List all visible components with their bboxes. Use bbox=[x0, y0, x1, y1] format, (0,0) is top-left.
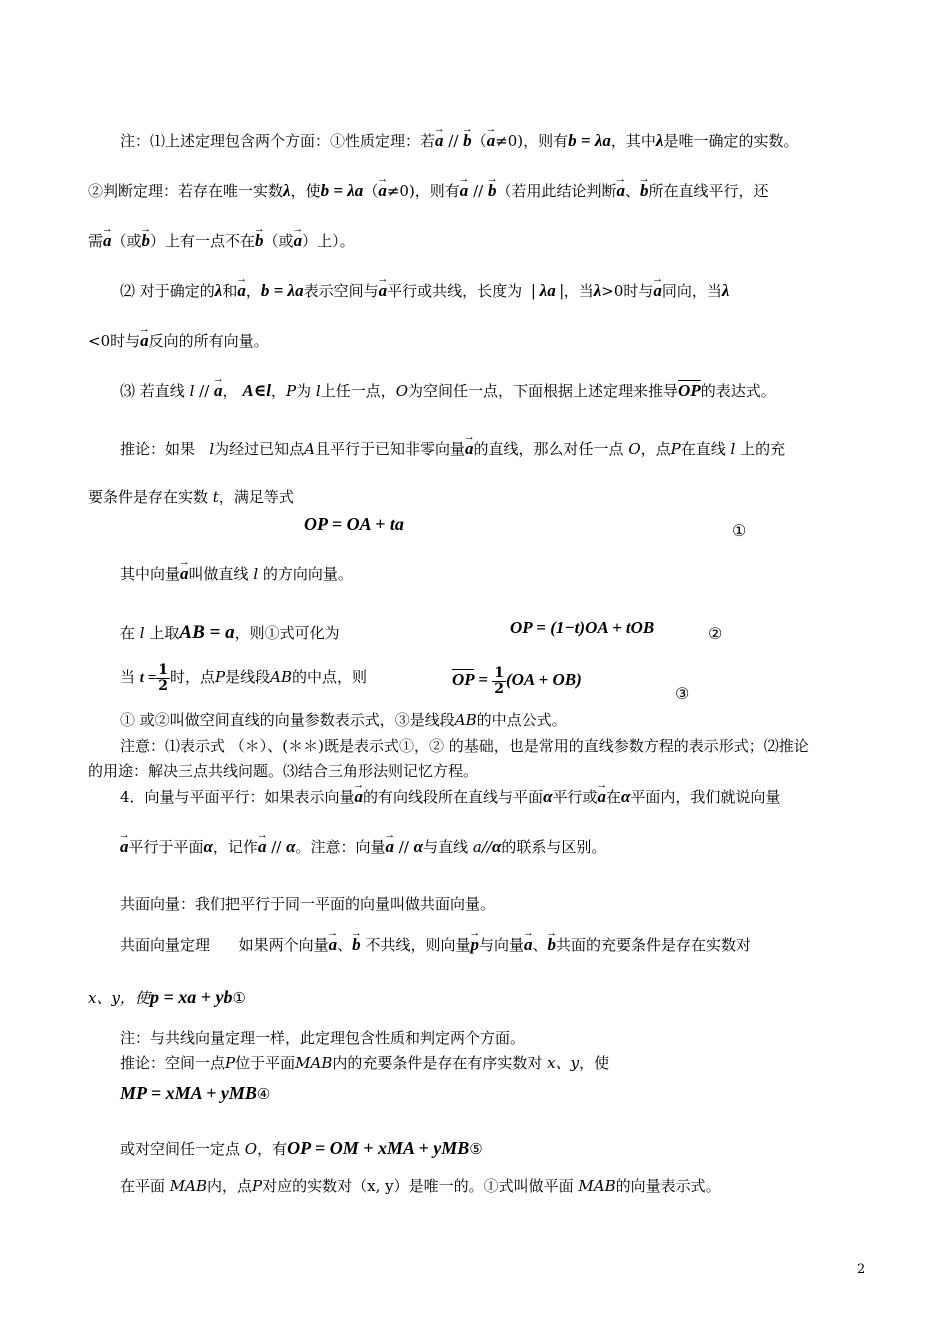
text-segment: 的直线，那么对任一点 bbox=[473, 440, 624, 458]
point-p: P bbox=[252, 1177, 263, 1195]
lambda-symbol: λ bbox=[593, 281, 602, 300]
text-segment: 、 bbox=[532, 936, 548, 954]
vector-a: → a bbox=[465, 439, 474, 459]
point-p: P bbox=[286, 382, 297, 400]
text-segment: （或 bbox=[263, 232, 294, 250]
vector-a: → a bbox=[258, 837, 267, 857]
text-segment: 的中点公式。 bbox=[476, 711, 567, 729]
text-segment: 平行于平面 bbox=[128, 838, 204, 856]
line-l: l bbox=[315, 382, 321, 400]
segment-ab: AB bbox=[270, 668, 292, 686]
vector-b: → b bbox=[255, 231, 264, 251]
point-o: O bbox=[628, 440, 641, 458]
parallel-symbol: // bbox=[394, 838, 414, 856]
equation-4: MP = xMA + yMB bbox=[120, 1083, 257, 1103]
lambda-symbol: λ bbox=[214, 281, 223, 300]
text-segment: 叫做直线 bbox=[188, 565, 249, 583]
equation-number-5: ⑤ bbox=[469, 1140, 483, 1158]
vector-a: → a bbox=[487, 131, 496, 151]
text-line bbox=[120, 787, 780, 807]
text-segment: ）上）。 bbox=[302, 232, 355, 250]
equation-number-1: ① bbox=[232, 989, 246, 1007]
plane-mab: MAB bbox=[169, 1177, 208, 1195]
formula-ab-eq-a: AB = a bbox=[179, 622, 235, 643]
vector-b: → b bbox=[352, 935, 361, 955]
text-segment: 要条件是存在实数 bbox=[88, 488, 209, 506]
vector-a: → a bbox=[103, 231, 112, 251]
vector-a: → a bbox=[386, 837, 395, 857]
text-segment: ≠0)，则有 bbox=[386, 182, 460, 200]
text-segment: ，其中 bbox=[610, 132, 656, 150]
text-segment: 内的充要条件是存在有序实数对 bbox=[332, 1054, 543, 1072]
text-segment: 所在直线平行，还 bbox=[648, 182, 769, 200]
text-segment: 平行或 bbox=[552, 788, 598, 806]
vector-a: → a bbox=[237, 281, 246, 301]
lambda-symbol: λ bbox=[721, 281, 730, 300]
vector-a: → a bbox=[329, 935, 338, 955]
text-segment: 的表达式。 bbox=[700, 382, 776, 400]
vector-a: → a bbox=[294, 231, 303, 251]
text-line bbox=[120, 710, 567, 730]
text-segment: ， bbox=[270, 382, 286, 400]
text-segment: ，使 bbox=[579, 1054, 610, 1072]
variables-xy: x、y bbox=[547, 1054, 580, 1072]
point-p: P bbox=[215, 668, 226, 686]
text-line bbox=[120, 1138, 483, 1159]
text-line bbox=[120, 439, 785, 459]
fraction-denominator: 2 bbox=[494, 680, 504, 697]
text-segment: 的向量表示式。 bbox=[615, 1177, 721, 1195]
text-segment: ， bbox=[222, 382, 238, 400]
text-segment: 4．向量与平面平行：如果表示向量 bbox=[120, 788, 355, 806]
text-line bbox=[120, 1176, 721, 1196]
vector-a: → a bbox=[460, 181, 469, 201]
equation-1: OP = OA + ta bbox=[304, 514, 404, 534]
equation-number-1: ① bbox=[732, 521, 747, 540]
line-l: l bbox=[730, 440, 736, 458]
formula-b-eq-lambda-a: b = λa bbox=[260, 281, 304, 300]
text-segment: 推论：空间一点 bbox=[120, 1054, 226, 1072]
text-line: 注：与共线向量定理一样，此定理包含性质和判定两个方面。 bbox=[120, 1029, 526, 1047]
point-o: O bbox=[395, 382, 409, 400]
text-line bbox=[120, 381, 776, 401]
text-segment: 反向的所有向量。 bbox=[148, 332, 269, 350]
text-segment: 和 bbox=[222, 282, 238, 300]
text-line: 共面向量：我们把平行于同一平面的向量叫做共面向量。 bbox=[120, 895, 496, 913]
vector-b: → b bbox=[463, 131, 472, 151]
vector-a: → a bbox=[524, 935, 533, 955]
vector-a: → a bbox=[214, 381, 223, 401]
equation-4-line bbox=[120, 1083, 270, 1104]
vector-b: → b bbox=[142, 231, 151, 251]
text-segment: 且平行于已知非零向量 bbox=[315, 440, 466, 458]
text-line bbox=[120, 660, 367, 695]
line-l: l bbox=[189, 382, 195, 400]
text-segment: 与直线 bbox=[423, 838, 469, 856]
text-segment: 在 bbox=[120, 624, 136, 642]
vector-b: → b bbox=[488, 181, 497, 201]
plane-alpha: α bbox=[543, 787, 553, 806]
text-segment: 为 bbox=[296, 382, 312, 400]
text-line bbox=[88, 987, 246, 1008]
vector-a: → a bbox=[355, 787, 364, 807]
formula-t-eq: t = bbox=[139, 670, 157, 686]
text-segment: ②判断定理：若存在唯一实数 bbox=[88, 182, 284, 200]
point-p: P bbox=[225, 1054, 236, 1072]
vector-b: → b bbox=[547, 935, 556, 955]
text-segment: 与向量 bbox=[478, 936, 524, 954]
point-o: O bbox=[244, 1140, 258, 1158]
formula-a-in-l: A∈l bbox=[242, 381, 271, 400]
text-segment: ，使 bbox=[290, 182, 321, 200]
text-segment: 或对空间任一定点 bbox=[120, 1140, 241, 1158]
text-segment: 上的充 bbox=[740, 440, 786, 458]
variable-t: t bbox=[212, 488, 219, 506]
lambda-symbol: λ bbox=[283, 181, 291, 200]
fraction-half bbox=[492, 666, 506, 697]
vector-a: → a bbox=[378, 181, 387, 201]
formula-b-eq-lambda-a: b = λa bbox=[568, 131, 611, 150]
formula-oa-plus-ob: (OA + OB) bbox=[505, 670, 582, 689]
text-segment: 在直线 bbox=[680, 440, 726, 458]
text-segment: 共面的充要条件是存在实数对 bbox=[555, 936, 751, 954]
lambda-symbol: λ bbox=[655, 131, 664, 150]
vector-a: → a bbox=[435, 131, 444, 151]
text-line: 的用途：解决三点共线问题。⑶结合三角形法则记忆方程。 bbox=[88, 762, 479, 780]
plane-alpha: α bbox=[621, 787, 631, 806]
equation-2: OP = (1−t)OA + tOB bbox=[510, 618, 655, 637]
text-segment: 位于平面 bbox=[235, 1054, 296, 1072]
text-segment: 其中向量 bbox=[120, 565, 181, 583]
line-l: l bbox=[253, 565, 259, 583]
formula-abs-lambda-a: | λa | bbox=[531, 281, 564, 300]
text-segment: ，点 bbox=[640, 440, 671, 458]
page-number: 2 bbox=[857, 1262, 866, 1277]
vector-op: $\overline{OP}$ bbox=[452, 670, 475, 689]
equation-number-4: ④ bbox=[256, 1085, 271, 1103]
text-segment: 是线段 bbox=[225, 668, 271, 686]
vector-op: $\overline{OP}$ bbox=[678, 381, 701, 400]
text-segment: 为空间任一点，下面根据上述定理来推导 bbox=[408, 382, 679, 400]
line-a: a// bbox=[472, 838, 492, 856]
fraction-half bbox=[156, 663, 170, 694]
text-segment: 的中点，则 bbox=[292, 668, 368, 686]
text-segment: ，当 bbox=[563, 282, 594, 300]
parallel-symbol: // bbox=[194, 382, 215, 400]
line-l: l bbox=[139, 624, 145, 642]
text-segment: ）上有一点不在 bbox=[150, 232, 256, 250]
text-segment: 上任一点， bbox=[320, 382, 396, 400]
vector-p: → p bbox=[470, 935, 479, 955]
text-segment: 注：⑴上述定理包含两个方面：①性质定理：若 bbox=[120, 132, 436, 150]
plane-alpha: α bbox=[413, 837, 424, 856]
equation-p: p = xa + yb bbox=[149, 987, 233, 1007]
text-line bbox=[120, 623, 340, 643]
text-segment: ，记作 bbox=[212, 838, 258, 856]
text-segment: 的有向线段所在直线与平面 bbox=[363, 788, 544, 806]
text-segment: ⑵ 对于确定的 bbox=[120, 282, 215, 300]
text-segment: 是唯一确定的实数。 bbox=[663, 132, 799, 150]
text-segment: （ bbox=[363, 182, 379, 200]
text-line bbox=[88, 231, 355, 251]
vector-a: → a bbox=[653, 281, 662, 301]
text-segment: 上取 bbox=[149, 624, 180, 642]
text-segment: ⑶ 若直线 bbox=[120, 382, 185, 400]
text-segment: x、y，使 bbox=[88, 989, 150, 1007]
vector-a: → a bbox=[120, 837, 129, 857]
fraction-numerator: 1 bbox=[494, 664, 504, 681]
text-line bbox=[88, 487, 294, 507]
text-segment: 如果两个向量 bbox=[238, 936, 329, 954]
text-segment: 为经过已知点 bbox=[214, 440, 305, 458]
text-segment: 。注意：向量 bbox=[295, 838, 386, 856]
text-segment: >0时与 bbox=[601, 282, 654, 300]
text-segment: 的联系与区别。 bbox=[501, 838, 607, 856]
point-a: A bbox=[304, 440, 315, 458]
text-segment: ，满足等式 bbox=[218, 488, 294, 506]
text-line bbox=[120, 837, 606, 857]
vector-a: → a bbox=[616, 181, 625, 201]
text-segment: 当 bbox=[120, 668, 136, 686]
text-segment: 同向，当 bbox=[661, 282, 722, 300]
text-segment: 需 bbox=[88, 232, 104, 250]
text-segment: 内，点 bbox=[207, 1177, 253, 1195]
equation-number-2: ② bbox=[708, 624, 723, 643]
parallel-symbol: // bbox=[443, 132, 464, 150]
parallel-symbol: // bbox=[468, 182, 488, 200]
equation-5: OP = OM + xMA + yMB bbox=[287, 1138, 470, 1158]
segment-ab: AB bbox=[454, 711, 477, 729]
vector-a: → a bbox=[140, 331, 149, 351]
vector-a: → a bbox=[379, 281, 388, 301]
plane-alpha: α bbox=[491, 837, 502, 856]
text-line bbox=[120, 935, 751, 955]
text-segment: 、 bbox=[337, 936, 353, 954]
parallel-symbol: // bbox=[266, 838, 287, 856]
text-segment: ≠0)，则有 bbox=[495, 132, 569, 150]
plane-alpha: α bbox=[203, 837, 213, 856]
text-line bbox=[88, 181, 769, 201]
text-segment: 在 bbox=[605, 788, 621, 806]
text-segment: ① 或②叫做空间直线的向量参数表示式，③是线段 bbox=[120, 711, 455, 729]
text-segment: 不共线，则向量 bbox=[365, 936, 471, 954]
text-segment: 的方向向量。 bbox=[262, 565, 353, 583]
equation-3 bbox=[452, 663, 582, 697]
fraction-numerator: 1 bbox=[158, 661, 169, 678]
equation-number-3: ③ bbox=[675, 684, 690, 703]
point-p: P bbox=[670, 440, 681, 458]
vector-b: → b bbox=[640, 181, 649, 201]
text-segment: 在平面 bbox=[120, 1177, 166, 1195]
text-segment: ，则①式可化为 bbox=[234, 624, 340, 642]
line-l: l bbox=[209, 440, 215, 458]
vector-a: → a bbox=[597, 787, 606, 807]
text-segment: 时，点 bbox=[170, 668, 216, 686]
text-segment: 、 bbox=[624, 182, 640, 200]
plane-mab: MAB bbox=[295, 1054, 333, 1072]
formula-b-eq-lambda-a: b = λa bbox=[320, 181, 364, 200]
text-segment: 表示空间与 bbox=[303, 282, 379, 300]
text-segment: 平面内，我们就说向量 bbox=[630, 788, 781, 806]
text-segment: 对应的实数对（x, y）是唯一的。①式叫做平面 bbox=[262, 1177, 574, 1195]
text-segment: （或 bbox=[111, 232, 142, 250]
text-line bbox=[120, 1053, 609, 1073]
text-line bbox=[120, 564, 353, 584]
text-segment: （ bbox=[471, 132, 487, 150]
text-segment: （若用此结论判断 bbox=[496, 182, 617, 200]
text-segment: 平行或共线，长度为 bbox=[387, 282, 523, 300]
text-line bbox=[88, 331, 269, 351]
text-segment: 共面向量定理 bbox=[120, 936, 211, 954]
text-segment: 推论：如果 bbox=[120, 440, 196, 458]
text-line: ⑵ 对于确定的λ和→ a，b = λa表示空间与→ a平行或共线，长度为 | λa |，当λ>0时与→ a同向，当λ bbox=[120, 281, 729, 301]
fraction-denominator: 2 bbox=[158, 677, 169, 694]
text-line: 注意：⑴表示式 （＊）、(＊＊)既是表示式①，② 的基础，也是常用的直线参数方程的表示形式；⑵推论 bbox=[120, 737, 809, 755]
vector-a: → a bbox=[180, 564, 189, 584]
equals-sign: = bbox=[474, 670, 493, 689]
plane-alpha: α bbox=[286, 837, 296, 856]
text-segment: ，有 bbox=[257, 1140, 288, 1158]
plane-mab: MAB bbox=[578, 1177, 616, 1195]
text-segment: <0时与 bbox=[88, 332, 141, 350]
text-line bbox=[120, 131, 798, 151]
